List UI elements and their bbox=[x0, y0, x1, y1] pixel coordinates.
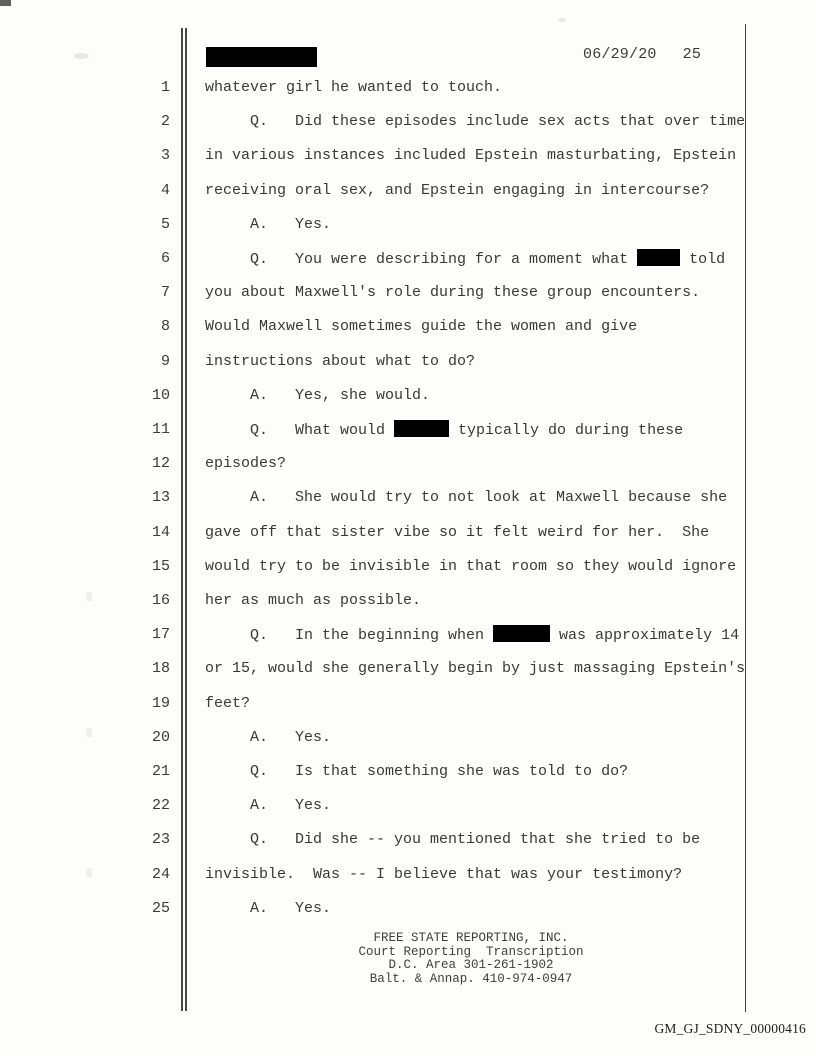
left-double-rule bbox=[185, 28, 187, 1011]
line-text: gave off that sister vibe so it felt weird for her. She bbox=[205, 523, 710, 541]
line-number: 22 bbox=[151, 797, 170, 815]
line-number: 13 bbox=[151, 489, 170, 507]
line-text: feet? bbox=[205, 694, 251, 712]
line-number: 23 bbox=[151, 831, 170, 849]
line-text: receiving oral sex, and Epstein engaging in intercourse? bbox=[205, 181, 710, 199]
line-number: 10 bbox=[151, 386, 170, 404]
line-text: in various instances included Epstein masturbating, Epstein bbox=[205, 147, 737, 165]
footer-line: Balt. & Annap. 410-974-0947 bbox=[369, 971, 573, 986]
scan-artifact bbox=[0, 0, 11, 6]
line-text: Q. What would typically do during these bbox=[205, 422, 684, 439]
line-number: 11 bbox=[151, 421, 170, 438]
redaction-bar bbox=[493, 625, 550, 642]
left-double-rule bbox=[181, 28, 183, 1011]
footer-line: Court Reporting Transcription bbox=[358, 944, 584, 959]
line-text: Q. In the beginning when was approximately 14 bbox=[205, 627, 740, 645]
reporter-footer bbox=[205, 932, 737, 986]
line-text: A. She would try to not look at Maxwell because she bbox=[205, 489, 728, 507]
line-number: 16 bbox=[151, 592, 170, 609]
line-text: Q. Is that something she was told to do? bbox=[205, 763, 629, 780]
line-number: 18 bbox=[151, 660, 170, 678]
line-number: 24 bbox=[151, 865, 170, 883]
line-number: 8 bbox=[160, 318, 170, 336]
line-number: 19 bbox=[151, 694, 170, 712]
right-rule bbox=[745, 24, 746, 1012]
page-header bbox=[583, 46, 701, 63]
line-number: 21 bbox=[151, 763, 170, 780]
line-text: Q. Did she -- you mentioned that she tried to be bbox=[205, 831, 701, 849]
scan-artifact bbox=[74, 53, 89, 59]
line-number: 9 bbox=[160, 352, 170, 370]
line-text: Q. Did these episodes include sex acts that over time bbox=[205, 113, 746, 131]
header-date: 06/29/20 bbox=[583, 46, 657, 63]
line-text: would try to be invisible in that room so they would ignore bbox=[205, 557, 737, 575]
line-number: 4 bbox=[160, 181, 170, 199]
line-text: Q. You were describing for a moment what told bbox=[205, 251, 726, 268]
line-text: Would Maxwell sometimes guide the women and give bbox=[205, 318, 638, 336]
line-text: A. Yes. bbox=[205, 899, 332, 917]
line-text: whatever girl he wanted to touch. bbox=[205, 79, 503, 96]
scan-artifact bbox=[558, 18, 566, 22]
redaction-bar bbox=[637, 249, 680, 266]
line-number: 6 bbox=[160, 250, 170, 267]
line-number: 15 bbox=[151, 557, 170, 575]
line-text: A. Yes. bbox=[205, 728, 332, 746]
line-text: A. Yes. bbox=[205, 215, 332, 233]
line-number: 5 bbox=[160, 215, 170, 233]
line-text: A. Yes. bbox=[205, 797, 332, 815]
line-number: 25 bbox=[151, 899, 170, 917]
line-text: you about Maxwell's role during these group encounters. bbox=[205, 284, 701, 302]
line-text: her as much as possible. bbox=[205, 592, 422, 609]
header-page-number: 25 bbox=[682, 46, 702, 63]
bates-number: GM_GJ_SDNY_00000416 bbox=[654, 1021, 806, 1036]
line-number: 7 bbox=[160, 284, 170, 302]
footer-line: D.C. Area 301-261-1902 bbox=[388, 958, 554, 973]
redaction-bar bbox=[394, 420, 449, 437]
line-text: episodes? bbox=[205, 455, 287, 473]
redaction-bar-header bbox=[206, 47, 317, 67]
line-text: instructions about what to do? bbox=[205, 352, 476, 370]
line-number: 1 bbox=[160, 79, 170, 96]
line-number: 3 bbox=[160, 147, 170, 165]
line-number: 17 bbox=[151, 626, 170, 644]
line-text: A. Yes, she would. bbox=[205, 386, 431, 404]
line-number: 12 bbox=[151, 455, 170, 473]
line-text: invisible. Was -- I believe that was your testimony? bbox=[205, 865, 683, 883]
line-number: 14 bbox=[151, 523, 170, 541]
line-number: 20 bbox=[151, 728, 170, 746]
line-number: 2 bbox=[160, 113, 170, 131]
line-text: or 15, would she generally begin by just massaging Epstein's bbox=[205, 660, 746, 678]
footer-line: FREE STATE REPORTING, INC. bbox=[373, 931, 569, 945]
